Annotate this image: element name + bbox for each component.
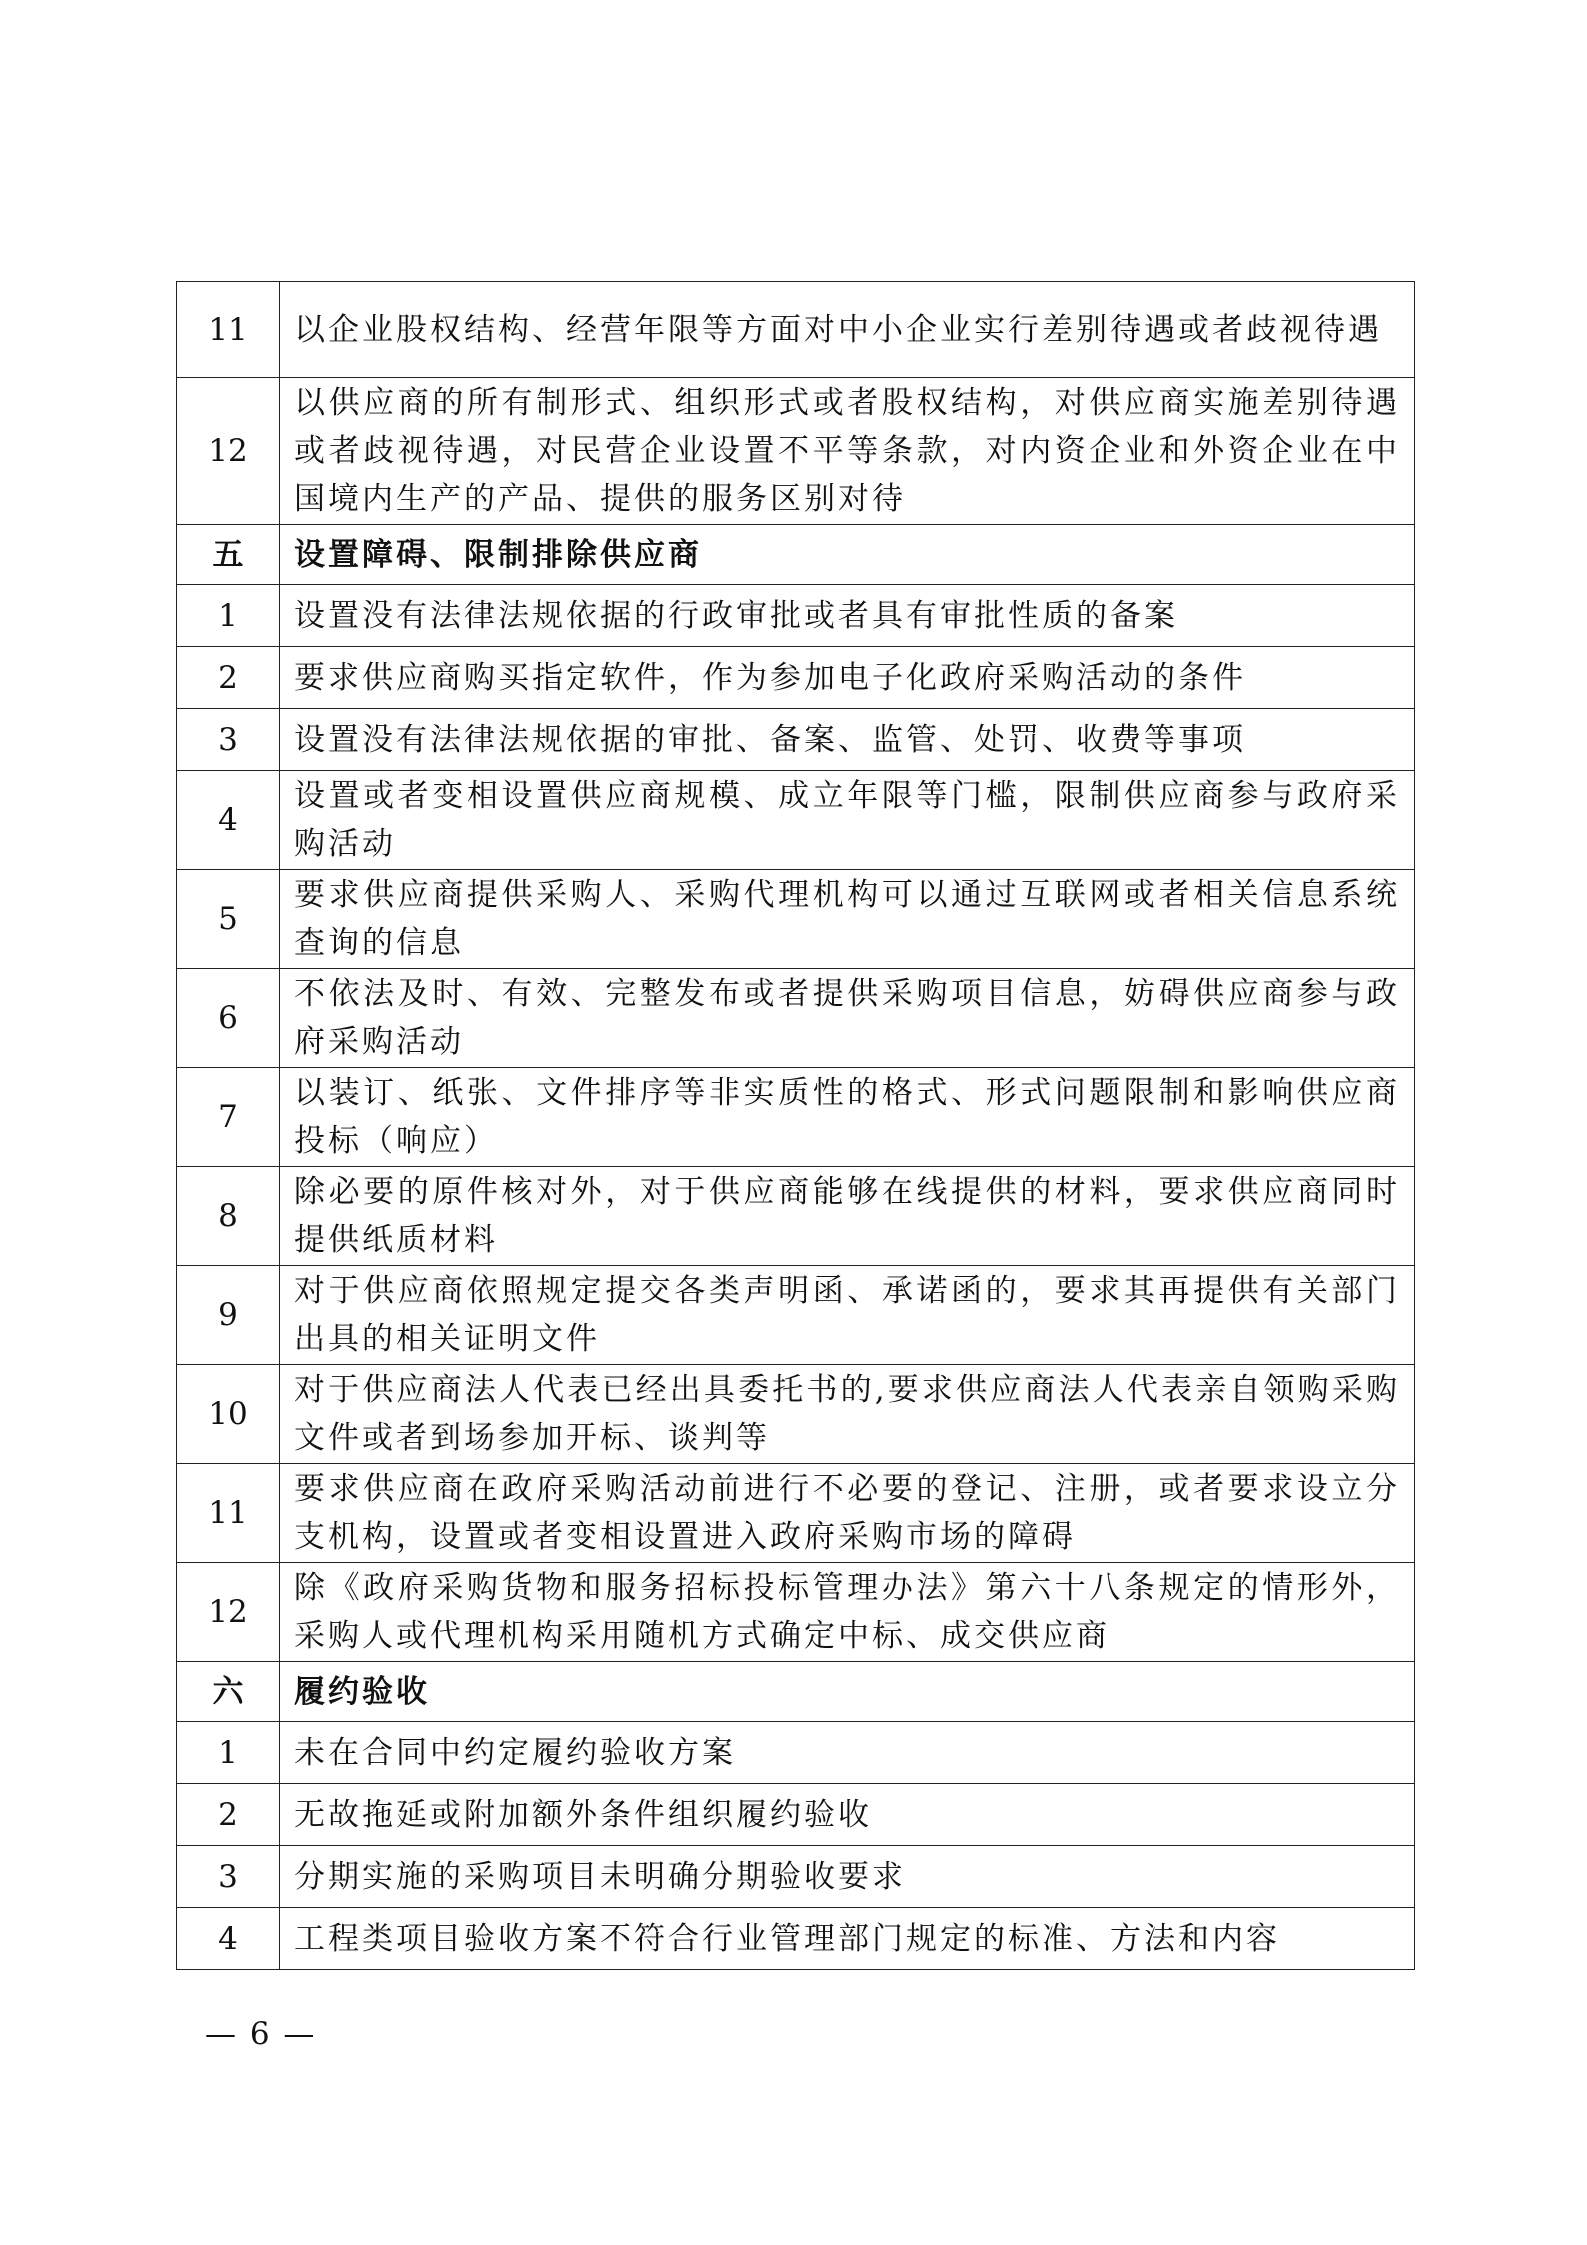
item-number: 11	[177, 282, 280, 378]
item-text: 不依法及时、有效、完整发布或者提供采购项目信息，妨碍供应商参与政府采购活动	[280, 969, 1415, 1068]
table-row	[177, 969, 1415, 1068]
item-text: 未在合同中约定履约验收方案	[280, 1722, 1415, 1784]
item-text: 对于供应商依照规定提交各类声明函、承诺函的，要求其再提供有关部门出具的相关证明文件	[280, 1266, 1415, 1365]
item-text: 对于供应商法人代表已经出具委托书的,要求供应商法人代表亲自领购采购文件或者到场参加开标、谈判等	[280, 1365, 1415, 1464]
table-body	[177, 282, 1415, 1970]
item-number: 11	[177, 1464, 280, 1563]
item-number: 4	[177, 1908, 280, 1970]
table-row	[177, 1167, 1415, 1266]
section-number: 五	[177, 525, 280, 585]
item-number: 9	[177, 1266, 280, 1365]
table-row	[177, 1464, 1415, 1563]
item-text: 要求供应商在政府采购活动前进行不必要的登记、注册，或者要求设立分支机构，设置或者变相设置进入政府采购市场的障碍	[280, 1464, 1415, 1563]
item-number: 8	[177, 1167, 280, 1266]
item-number: 10	[177, 1365, 280, 1464]
item-number: 2	[177, 647, 280, 709]
table-row	[177, 647, 1415, 709]
item-text: 设置或者变相设置供应商规模、成立年限等门槛，限制供应商参与政府采购活动	[280, 771, 1415, 870]
section-title: 履约验收	[280, 1662, 1415, 1722]
rules-table	[176, 281, 1415, 1970]
table-row	[177, 709, 1415, 771]
item-text: 以装订、纸张、文件排序等非实质性的格式、形式问题限制和影响供应商投标（响应）	[280, 1068, 1415, 1167]
section-title: 设置障碍、限制排除供应商	[280, 525, 1415, 585]
table-row	[177, 1266, 1415, 1365]
item-text: 无故拖延或附加额外条件组织履约验收	[280, 1784, 1415, 1846]
item-text: 以企业股权结构、经营年限等方面对中小企业实行差别待遇或者歧视待遇	[280, 282, 1415, 378]
table-row	[177, 585, 1415, 647]
table-row	[177, 1365, 1415, 1464]
item-number: 1	[177, 585, 280, 647]
item-text: 分期实施的采购项目未明确分期验收要求	[280, 1846, 1415, 1908]
section-header-row	[177, 525, 1415, 585]
section-number: 六	[177, 1662, 280, 1722]
item-text: 除必要的原件核对外，对于供应商能够在线提供的材料，要求供应商同时提供纸质材料	[280, 1167, 1415, 1266]
item-text: 设置没有法律法规依据的行政审批或者具有审批性质的备案	[280, 585, 1415, 647]
table-row	[177, 378, 1415, 525]
item-number: 12	[177, 1563, 280, 1662]
table-row	[177, 1563, 1415, 1662]
page-number: — 6 —	[205, 2016, 317, 2052]
item-number: 12	[177, 378, 280, 525]
item-number: 4	[177, 771, 280, 870]
table-row	[177, 1068, 1415, 1167]
item-number: 6	[177, 969, 280, 1068]
table-row	[177, 282, 1415, 378]
item-text: 要求供应商提供采购人、采购代理机构可以通过互联网或者相关信息系统查询的信息	[280, 870, 1415, 969]
table-row	[177, 870, 1415, 969]
section-header-row	[177, 1662, 1415, 1722]
item-number: 7	[177, 1068, 280, 1167]
table-row	[177, 1784, 1415, 1846]
table-row	[177, 1846, 1415, 1908]
item-number: 3	[177, 1846, 280, 1908]
table-row	[177, 1722, 1415, 1784]
table-row	[177, 771, 1415, 870]
item-text: 以供应商的所有制形式、组织形式或者股权结构，对供应商实施差别待遇或者歧视待遇，对民营企业设置不平等条款，对内资企业和外资企业在中国境内生产的产品、提供的服务区别对待	[280, 378, 1415, 525]
item-number: 5	[177, 870, 280, 969]
item-number: 1	[177, 1722, 280, 1784]
table-row	[177, 1908, 1415, 1970]
item-text: 工程类项目验收方案不符合行业管理部门规定的标准、方法和内容	[280, 1908, 1415, 1970]
item-number: 3	[177, 709, 280, 771]
item-text: 设置没有法律法规依据的审批、备案、监管、处罚、收费等事项	[280, 709, 1415, 771]
item-number: 2	[177, 1784, 280, 1846]
item-text: 除《政府采购货物和服务招标投标管理办法》第六十八条规定的情形外，采购人或代理机构采用随机方式确定中标、成交供应商	[280, 1563, 1415, 1662]
item-text: 要求供应商购买指定软件，作为参加电子化政府采购活动的条件	[280, 647, 1415, 709]
